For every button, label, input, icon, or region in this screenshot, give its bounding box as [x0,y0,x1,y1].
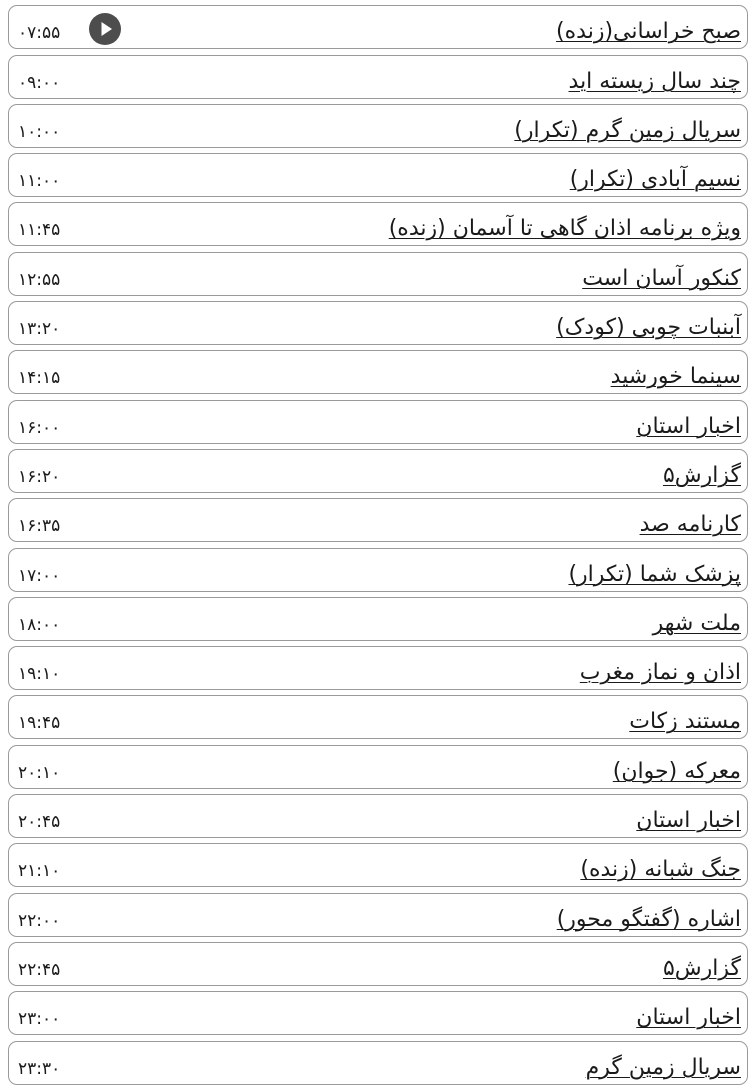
program-title: کارنامه صد [639,512,741,538]
program-time: ۱۴:۱۵ [18,368,61,389]
program-time: ۱۲:۵۵ [18,269,61,290]
program-title: جنگ شبانه (زنده) [580,857,741,883]
schedule-row[interactable] [8,745,748,789]
schedule-row[interactable] [8,153,748,197]
program-title: ملت شهر [652,610,741,636]
program-title: سریال زمین گرم (تکرار) [514,117,741,143]
program-title: اخبار استان [636,808,741,834]
program-time: ۱۶:۰۰ [18,417,61,438]
program-title: آبنبات چوبی (کودک) [556,315,741,341]
schedule-row[interactable] [8,498,748,542]
program-title: گزارش۵ [662,955,741,981]
program-time: ۱۳:۲۰ [18,319,61,340]
program-time: ۱۷:۰۰ [18,565,61,586]
program-time: ۲۱:۱۰ [18,861,61,882]
schedule-row[interactable] [8,301,748,345]
program-time: ۱۶:۲۰ [18,466,61,487]
program-time: ۱۱:۰۰ [18,171,61,192]
schedule-row[interactable] [8,104,748,148]
schedule-row-current[interactable] [8,5,748,49]
program-title: اذان و نماز مغرب [579,660,741,686]
program-title: نسیم آبادی (تکرار) [569,167,741,193]
schedule-row[interactable] [8,449,748,493]
program-title: معرکه (جوان) [612,758,741,784]
schedule-row[interactable] [8,646,748,690]
schedule-row[interactable] [8,991,748,1035]
schedule-row[interactable] [8,350,748,394]
program-time: ۱۰:۰۰ [18,121,61,142]
program-title: اشاره (گفتگو محور) [556,906,741,932]
schedule-row[interactable] [8,202,748,246]
program-title: اخبار استان [636,413,741,439]
program-time: ۲۰:۱۰ [18,762,61,783]
program-title: ویژه برنامه اذان گاهی تا آسمان (زنده) [388,216,741,242]
program-title: پزشک شما (تکرار) [568,561,741,587]
play-icon-glyph [89,13,121,45]
program-time: ۱۱:۴۵ [18,220,61,241]
schedule-row[interactable] [8,1041,748,1085]
program-time: ۰۹:۰۰ [18,72,61,93]
schedule-row[interactable] [8,55,748,99]
schedule-row[interactable] [8,400,748,444]
program-time: ۰۷:۵۵ [18,23,61,44]
program-title: مستند زکات [629,709,741,735]
schedule-row[interactable] [8,548,748,592]
program-time: ۱۹:۴۵ [18,713,61,734]
program-time: ۲۲:۰۰ [18,910,61,931]
schedule-row[interactable] [8,893,748,937]
program-time: ۲۰:۴۵ [18,812,61,833]
program-title: چند سال زیسته اید [568,68,741,94]
program-time: ۲۳:۰۰ [18,1009,61,1030]
program-time: ۲۲:۴۵ [18,959,61,980]
program-title: اخبار استان [636,1005,741,1031]
program-title: صبح خراسانی(زنده) [556,19,741,45]
program-title: کنکور آسان است [582,265,741,291]
program-time: ۱۹:۱۰ [18,664,61,685]
program-title: گزارش۵ [662,462,741,488]
program-time: ۲۳:۳۰ [18,1058,61,1079]
schedule-row[interactable] [8,597,748,641]
schedule-row[interactable] [8,252,748,296]
program-title: سریال زمین گرم [585,1054,741,1080]
schedule-row[interactable] [8,695,748,739]
schedule-row[interactable] [8,794,748,838]
program-title: سینما خورشید [610,364,741,390]
program-time: ۱۸:۰۰ [18,614,61,635]
schedule-row[interactable] [8,942,748,986]
play-icon[interactable] [89,13,121,45]
schedule-row[interactable] [8,843,748,887]
program-time: ۱۶:۳۵ [18,516,61,537]
